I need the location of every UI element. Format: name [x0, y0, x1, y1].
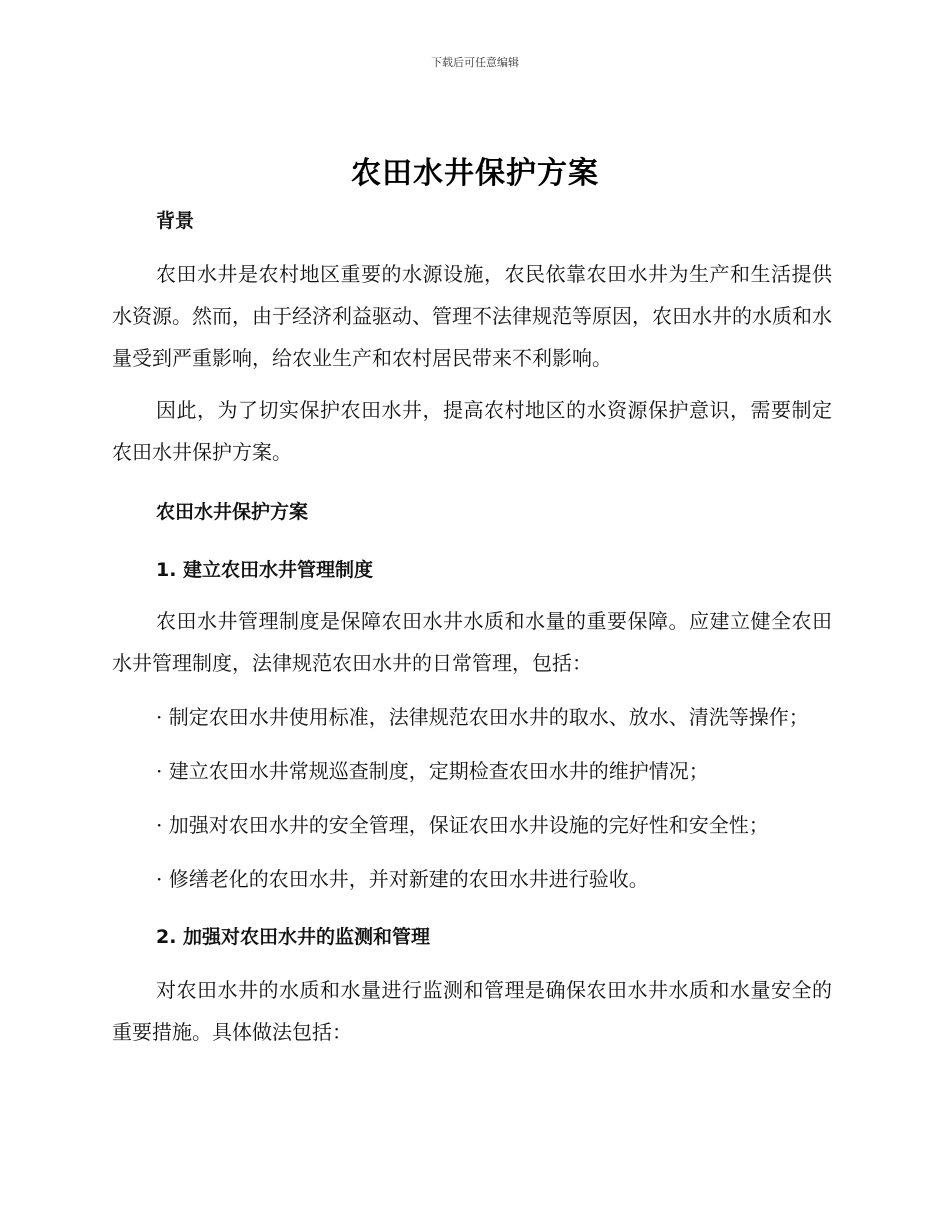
bullet-item: · 制定农田水井使用标准，法律规范农田水井的取水、放水、清洗等操作； [156, 705, 809, 729]
paragraph-background-2: 因此，为了切实保护农田水井，提高农村地区的水资源保护意识，需要制定农田水井保护方案。 [112, 398, 832, 464]
document-body [112, 200, 832, 1053]
bullet-item: · 加强对农田水井的安全管理，保证农田水井设施的完好性和安全性； [156, 813, 769, 837]
section-heading-1: 1. 建立农田水井管理制度 [156, 559, 374, 581]
bullet-item: · 修缮老化的农田水井，并对新建的农田水井进行验收。 [156, 867, 649, 891]
section-heading-background: 背景 [156, 210, 195, 232]
bullet-item: · 建立农田水井常规巡查制度，定期检查农田水井的维护情况； [156, 759, 709, 783]
paragraph-section-2: 对农田水井的水质和水量进行监测和管理是确保农田水井水质和水量安全的重要措施。具体做法包括： [112, 978, 832, 1044]
paragraph-section-1: 农田水井管理制度是保障农田水井水质和水量的重要保障。应建立健全农田水井管理制度，法律规范农田水井的日常管理，包括： [112, 609, 832, 675]
header-note: 下载后可任意编辑 [431, 56, 519, 69]
section-heading-2: 2. 加强对农田水井的监测和管理 [156, 926, 431, 948]
paragraph-background-1: 农田水井是农村地区重要的水源设施，农民依靠农田水井为生产和生活提供水资源。然而，由于经济利益驱动、管理不法律规范等原因，农田水井的水质和水量受到严重影响，给农业生产和农村居民带来不利影响。 [112, 262, 832, 370]
section-heading-plan: 农田水井保护方案 [156, 501, 309, 523]
document-title: 农田水井保护方案 [351, 156, 599, 191]
